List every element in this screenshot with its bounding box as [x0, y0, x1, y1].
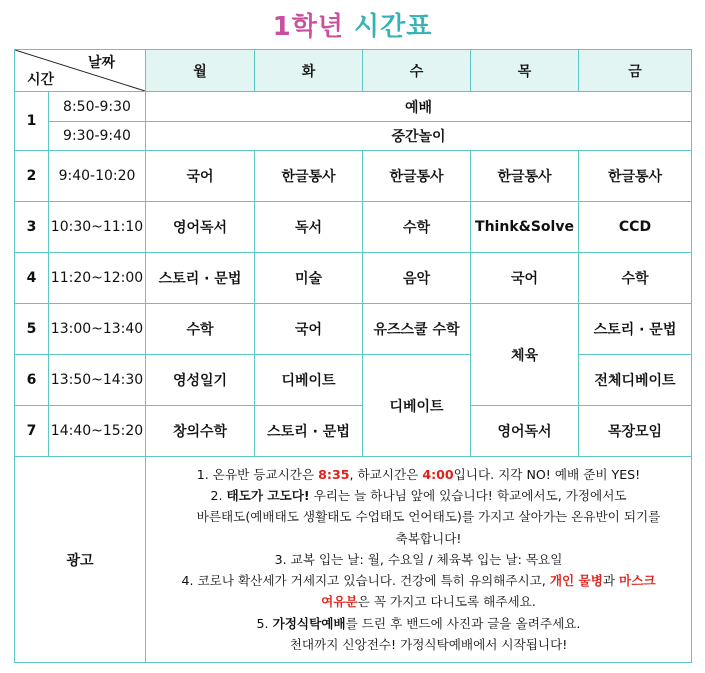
subject-cell: 스토리 · 문법 [146, 253, 255, 304]
notice-text: 축복합니다! [395, 530, 462, 546]
time-cell: 8:50-9:30 [49, 92, 146, 122]
page-title [0, 6, 705, 43]
time-cell: 9:30-9:40 [49, 122, 146, 151]
title-grade: 1학년 [272, 12, 344, 42]
day-header-fri: 금 [579, 50, 692, 92]
header-row [15, 50, 692, 92]
period-7-row [15, 406, 692, 457]
subject-cell-debate: 디베이트 [363, 355, 471, 457]
subject-cell: 한글통사 [579, 151, 692, 202]
period-3-row [15, 202, 692, 253]
corner-cell [15, 50, 146, 92]
notice-list [146, 464, 691, 655]
notice-item [146, 464, 691, 485]
time-cell: 11:20~12:00 [49, 253, 146, 304]
corner-time-label: 시간 [27, 72, 55, 88]
notice-cell [146, 457, 692, 663]
notice-number: 2. [210, 488, 223, 504]
subject-cell: 한글통사 [255, 151, 363, 202]
notice-text: 교복 입는 날: 월, 수요일 / 체육복 입는 날: 목요일 [290, 551, 563, 567]
notice-bold: 태도가 고도다! [226, 488, 310, 504]
time-cell: 14:40~15:20 [49, 406, 146, 457]
notice-bold: 가정식탁예배 [272, 615, 346, 631]
notice-continuation [146, 591, 691, 612]
subject-cell-pe: 체육 [471, 304, 579, 406]
period-label: 6 [15, 355, 49, 406]
period-label: 4 [15, 253, 49, 304]
notice-text: 은 꼭 가지고 다니도록 해주세요. [357, 594, 536, 610]
subject-cell: 수학 [363, 202, 471, 253]
notice-highlight: 개인 물병 [549, 573, 603, 589]
notice-text: 를 드린 후 밴드에 사진과 글을 올려주세요. [345, 615, 581, 631]
notice-text: 바른태도(예배태도 생활태도 수업태도 언어태도)를 가지고 살아가는 온유반이 되기를 [196, 509, 661, 525]
notice-highlight: 4:00 [422, 467, 454, 483]
subject-cell: 수학 [579, 253, 692, 304]
period-label: 2 [15, 151, 49, 202]
notice-text: 온유반 등교시간은 [212, 467, 319, 483]
notice-number: 4. [181, 573, 194, 589]
subject-cell: 스토리 · 문법 [255, 406, 363, 457]
subject-cell: 독서 [255, 202, 363, 253]
timetable [14, 49, 692, 663]
notice-highlight: 여유분 [321, 594, 358, 610]
day-header-mon: 월 [146, 50, 255, 92]
notice-item [146, 613, 691, 655]
corner-date-label: 날짜 [87, 55, 115, 71]
subject-cell: 영성일기 [146, 355, 255, 406]
time-cell: 13:00~13:40 [49, 304, 146, 355]
notice-text: 입니다. 지각 NO! 예배 준비 YES! [453, 467, 641, 483]
period-1a-row [15, 92, 692, 122]
notice-text: 과 [602, 573, 620, 589]
subject-cell: 국어 [471, 253, 579, 304]
notice-number: 5. [256, 615, 269, 631]
subject-cell: 수학 [146, 304, 255, 355]
notice-highlight: 마스크 [619, 573, 656, 589]
subject-cell: 영어독서 [471, 406, 579, 457]
subject-cell: 전체디베이트 [579, 355, 692, 406]
subject-cell: 스토리 · 문법 [579, 304, 692, 355]
subject-cell: 유즈스쿨 수학 [363, 304, 471, 355]
subject-cell: CCD [579, 202, 692, 253]
day-header-wed: 수 [363, 50, 471, 92]
notice-number: 1. [196, 467, 209, 483]
subject-cell: 음악 [363, 253, 471, 304]
notice-item [146, 570, 691, 612]
notice-text: 코로나 확산세가 거세지고 있습니다. 건강에 특히 유의해주시고, [197, 573, 550, 589]
notice-row [15, 457, 692, 663]
subject-cell: 미술 [255, 253, 363, 304]
time-cell: 13:50~14:30 [49, 355, 146, 406]
day-header-tue: 화 [255, 50, 363, 92]
subject-cell: 목장모임 [579, 406, 692, 457]
notice-text: 우리는 늘 하나님 앞에 있습니다! 학교에서도, 가정에서도 [309, 488, 627, 504]
worship-cell: 예배 [146, 92, 692, 122]
period-label: 1 [15, 92, 49, 151]
subject-cell: 한글통사 [363, 151, 471, 202]
notice-text: 천대까지 신앙전수! 가정식탁예배에서 시작됩니다! [289, 636, 568, 652]
subject-cell: 국어 [255, 304, 363, 355]
subject-cell: 한글통사 [471, 151, 579, 202]
notice-highlight: 8:35 [318, 467, 350, 483]
notice-item [146, 485, 691, 549]
notice-label: 광고 [15, 457, 146, 663]
day-header-thu: 목 [471, 50, 579, 92]
period-6-row [15, 355, 692, 406]
time-cell: 10:30~11:10 [49, 202, 146, 253]
time-cell: 9:40-10:20 [49, 151, 146, 202]
notice-item [146, 549, 691, 570]
notice-number: 3. [274, 551, 287, 567]
period-1b-row [15, 122, 692, 151]
subject-cell: 국어 [146, 151, 255, 202]
period-label: 3 [15, 202, 49, 253]
recess-cell: 중간놀이 [146, 122, 692, 151]
title-timetable: 시간표 [354, 12, 433, 42]
subject-cell: Think&Solve [471, 202, 579, 253]
period-5-row [15, 304, 692, 355]
period-2-row [15, 151, 692, 202]
period-label: 7 [15, 406, 49, 457]
subject-cell: 디베이트 [255, 355, 363, 406]
period-4-row [15, 253, 692, 304]
notice-text: , 하교시간은 [349, 467, 423, 483]
subject-cell: 영어독서 [146, 202, 255, 253]
period-label: 5 [15, 304, 49, 355]
subject-cell: 창의수학 [146, 406, 255, 457]
